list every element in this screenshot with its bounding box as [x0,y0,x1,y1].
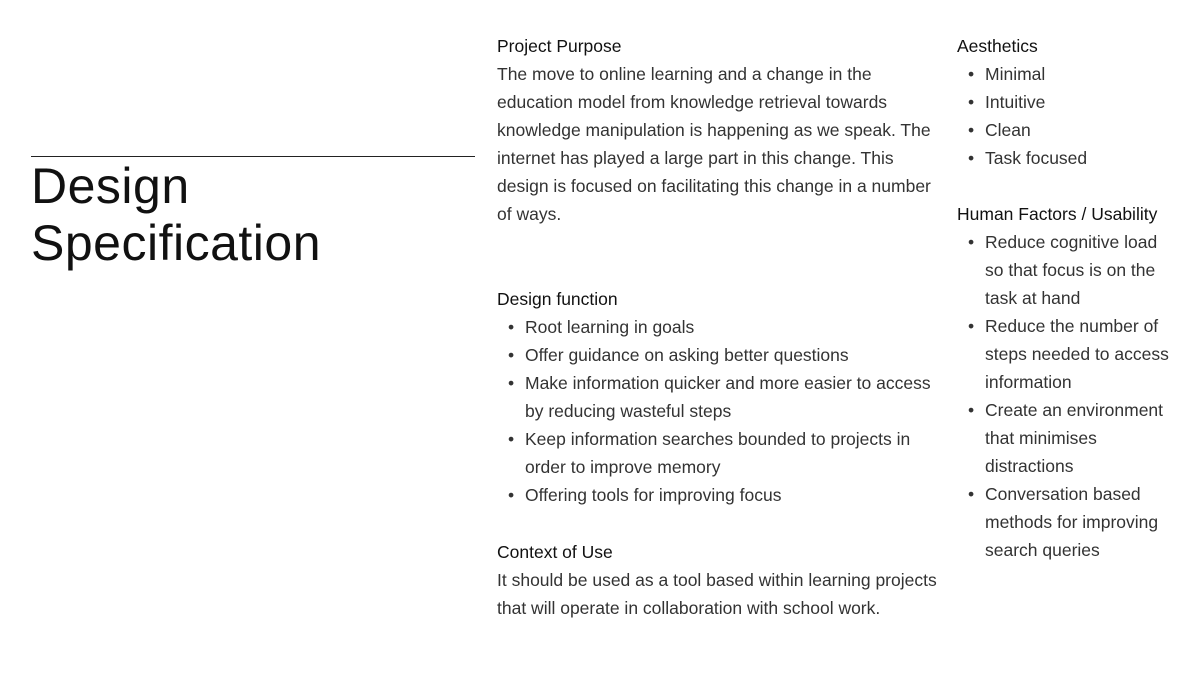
list-item [957,228,1177,312]
bullet-icon: • [968,120,975,140]
list-item-text: Reduce cognitive load so that focus is on the task at hand [985,232,1158,308]
title-divider [31,156,475,157]
project-purpose-heading: Project Purpose [497,36,622,56]
list-item [957,144,1177,172]
human-factors-section [957,200,1177,564]
aesthetics-heading: Aesthetics [957,36,1038,56]
list-item-text: Clean [985,120,1031,140]
bullet-icon: • [968,400,975,420]
bullet-icon: • [968,148,975,168]
bullet-icon: • [968,484,975,504]
design-function-section [497,285,942,509]
list-item [497,313,942,341]
page-title-line-2: Specification [31,215,321,271]
human-factors-list [957,228,1177,564]
page-title [31,158,471,272]
design-function-heading: Design function [497,289,618,309]
list-item [497,369,942,425]
bullet-icon: • [968,92,975,112]
list-item-text: Minimal [985,64,1046,84]
list-item-text: Make information quicker and more easier to access by reducing wasteful steps [525,373,931,421]
bullet-icon: • [508,485,515,505]
list-item [497,341,942,369]
list-item [957,60,1177,88]
project-purpose-body: The move to online learning and a change in the education model from knowledge retrieval towards knowledge manipulation is happening as we speak. The internet has played a large part in this change. This design is focused on facilitating this change in a number of ways. [497,64,931,224]
list-item [497,481,942,509]
list-item [957,312,1177,396]
list-item-text: Reduce the number of steps needed to access information [985,316,1169,392]
list-item [957,88,1177,116]
list-item-text: Task focused [985,148,1088,168]
bullet-icon: • [508,373,515,393]
list-item [957,116,1177,144]
list-item [957,396,1177,480]
bullet-icon: • [508,317,515,337]
aesthetics-section [957,32,1177,172]
bullet-icon: • [508,345,515,365]
list-item-text: Offering tools for improving focus [525,485,782,505]
aesthetics-list [957,60,1177,172]
bullet-icon: • [968,64,975,84]
context-of-use-heading: Context of Use [497,542,613,562]
list-item [957,480,1177,564]
list-item-text: Offer guidance on asking better questions [525,345,849,365]
list-item [497,425,942,481]
project-purpose-section [497,32,942,228]
bullet-icon: • [968,232,975,252]
list-item-text: Create an environment that minimises distractions [985,400,1164,476]
list-item-text: Root learning in goals [525,317,695,337]
bullet-icon: • [968,316,975,336]
human-factors-heading: Human Factors / Usability [957,204,1158,224]
bullet-icon: • [508,429,515,449]
context-of-use-section [497,538,942,622]
design-function-list [497,313,942,509]
list-item-text: Conversation based methods for improving search queries [985,484,1159,560]
list-item-text: Keep information searches bounded to projects in order to improve memory [525,429,911,477]
page-title-line-1: Design [31,158,190,214]
context-of-use-body: It should be used as a tool based within learning projects that will operate in collaboration with school work. [497,570,937,618]
list-item-text: Intuitive [985,92,1046,112]
